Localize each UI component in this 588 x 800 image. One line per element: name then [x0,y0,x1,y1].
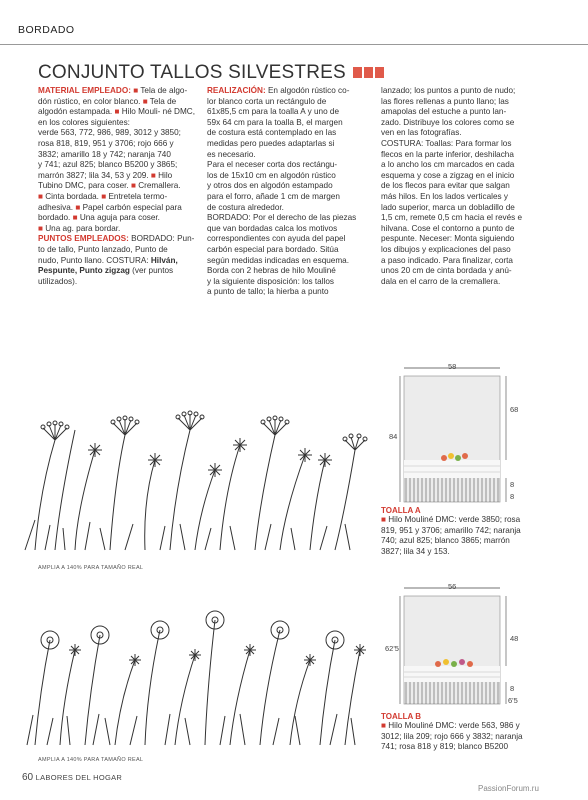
text-line: más hilos. En los lados verticales y [381,191,508,201]
towel-a-diagram [380,362,540,512]
text-line: Cremallera. [138,181,181,191]
text-line: COSTURA: Toallas: Para formar los [381,138,512,148]
text-line: Hilo Mouliné DMC: verde 3850; rosa [388,515,521,524]
towel-b-width: 56 [448,582,457,591]
watermark: PassionForum.ru [478,784,539,793]
towel-b-band [404,666,500,682]
text-line: adhesiva. [38,202,74,212]
text-line: de los flecos para evitar que salgan [381,181,510,191]
text-line: correspondientes con ayuda del papel [207,234,346,244]
sewing-column [381,86,551,287]
text-line: Pespunte, Punto zigzag [38,266,130,276]
text-line: y 741; azul 825; blanco B5200 y 3865; [38,160,178,170]
text-line: 61x85,5 cm para la toalla A y uno de [207,107,339,117]
realizacion-heading: REALIZACIÓN: [207,86,266,95]
text-line: Tela de algodón estampada. [38,96,177,117]
towel-a-title: TOALLA A [381,506,421,515]
instructions-column [207,86,372,298]
text-line: marrón 3827; lila 34, 53 y 209. [38,170,149,180]
text-line: y otros dos en algodón estampado [207,181,333,191]
text-line: Entretela termo- [108,191,168,201]
text-line: En algodón rústico co- [267,86,350,95]
text-line: utilizados). [38,276,78,286]
grass-bottom [27,714,355,745]
text-line: Para el neceser corta dos rectángu- [207,160,338,170]
text-line: to de tallo, Punto lanzado, Punto de [38,244,168,254]
towel-a-width: 58 [448,362,457,371]
text-line: COSTURA: [106,255,149,265]
text-line: y la siguiente disposición: los tallos [207,276,334,286]
towel-b-body [404,596,500,704]
text-line: los de 15x10 cm en algodón rústico [207,170,336,180]
text-line: Hilván, [150,255,178,265]
puntos-heading: PUNTOS EMPLEADOS: [38,234,129,244]
text-line: a paso indicado. Para finalizar, corta [381,255,513,265]
enlarge-caption-top: AMPLIA A 140% PARA TAMAÑO REAL [38,565,144,571]
text-line: de costura alrededor. [207,202,284,212]
text-line: ven en las fotografías. [381,128,462,138]
text-line: Hilo Mouliné DMC: verde 563, 986 y [388,721,520,730]
text-line: (ver puntos [132,266,174,276]
stems-top [35,430,355,550]
page-number: 60 [22,772,34,783]
embroidery-pattern-top [15,400,370,560]
text-line: rosa 818, 819, 951 y 3706; rojo 666 y [38,138,174,148]
text-line: 3012; lila 209; rojo 666 y 3832; naranja [381,731,523,741]
text-line: Borda con 2 hebras de hilo Mouliné [207,266,336,276]
materials-column: MATERIAL EMPLEADO: ■ Tela de algo- dón rústico, en color blanco. ■ Tela de algodón estampada. ■ Hilo Mouli- né DMC, en los colores siguientes: verde 563, 772, 986, 989, 3012 y 3850; rosa 818, 819, 951 y 3706; rojo 666 y 3832; amarillo 18 y 742; naranja 740 y 741; azul 825; blanco B5200 y 3865; marrón 3827; lila 34, 53 y 209. ■ Hilo Tubino DMC, para coser. ■ Cremallera. ■ Cinta bordada. ■ Entretela termo- adhesiva. ■ Papel carbón especial para bordado. ■ Una aguja para coser. ■ Una ag. para bordar. PUNTOS EMPLEADOS: BORDADO: Pun- to de tallo, Punto lanzado, Punto de nudo, Punto llano. COSTURA: Hilván, Pespunte, Punto zigzag (ver puntos utilizados). [38,86,198,287]
towel-b-diagram [380,582,540,712]
grass-top [25,520,350,550]
towel-b-h1: 8 [510,684,515,693]
text-line: esquema y cose a zigzag en el inicio [381,170,515,180]
text-line: verde 563, 772, 986, 989, 3012 y 3850; [38,128,181,138]
towel-b-info: TOALLA B ■ Hilo Mouliné DMC: verde 563, 986 y 3012; lila 209; rojo 666 y 3832; naranja 741; rosa 818 y 819; blanco B5200 [381,712,551,753]
text-line: las flores rellenas a punto llano; las [381,96,509,106]
text-line: bordado. [38,213,71,223]
towel-b-height-total: 62'5 [385,644,399,653]
text-line: carbón especial para bordado. Sitúa [207,244,339,254]
text-line: unos 20 cm de cinta bordada y anú- [381,266,512,276]
material-heading: MATERIAL EMPLEADO: [38,86,131,95]
towel-b-h2: 6'5 [508,696,518,705]
text-line: 740; azul 825; blanco 3865; marrón [381,536,510,546]
star-flowers-top [88,438,332,477]
text-line: de costura está contemplado en las [207,128,337,138]
text-line: flecos en la parte inferior, deshilacha [381,149,514,159]
umbel-flowers-top [41,411,367,450]
text-line: né DMC, en los colores siguientes: [38,107,195,127]
text-line: los dibujos y explicaciones del paso [381,244,511,254]
text-line: Hilo [158,170,173,180]
text-line: Hilo Mouli- [121,107,161,117]
spool-icon [364,67,373,78]
text-line: lanzado; los puntos a punto de nudo; [381,86,516,95]
towel-a-body [404,376,500,502]
towel-b-title: TOALLA B [381,712,421,721]
text-line: a punto de tallo; la hierba a punto [207,287,329,297]
text-line: Papel carbón especial para [82,202,182,212]
page-title-text: CONJUNTO TALLOS SILVESTRES [38,62,346,83]
enlarge-caption-bottom: AMPLIA A 140% PARA TAMAÑO REAL [38,757,144,763]
text-line: 3832; amarillo 18 y 742; naranja 740 [38,149,171,159]
text-line: Una ag. para bordar. [45,223,121,233]
page-title [38,62,384,84]
spool-icon [375,67,384,78]
towel-b-height-main: 48 [510,634,519,643]
text-line: 59x 64 cm para la toalla B, el margen [207,117,343,127]
text-line: 1,5 cm, remete 0,5 cm hacia el revés e [381,213,523,223]
text-line: Una aguja para coser. [79,213,160,223]
embroidery-pattern-bottom [15,590,370,755]
text-line: para el forro, añade 1 cm de margen [207,191,340,201]
text-line: dón rústico, en color blanco. [38,96,141,106]
small-flowers-bottom [69,644,366,666]
section-label: BORDADO [18,24,75,36]
towel-a-band [404,460,500,478]
text-line: medidas pero puedes adaptarlas si [207,138,335,148]
header-divider [0,44,588,45]
text-line: a lo ancho los cm marcados en cada [381,160,515,170]
text-line: Tela de algo- [140,86,188,95]
footer [22,772,122,783]
text-line: es necesario. [207,149,256,159]
stems-bottom [35,620,360,745]
text-line: BORDADO: Pun- [131,234,195,244]
text-line: según medidas indicadas en esquema. [207,255,350,265]
text-line: lado superior, marca un dobladillo de [381,202,515,212]
magazine-name: LABORES DEL HOGAR [35,773,123,782]
spool-icon [353,67,362,78]
text-line: Tubino DMC, para coser. [38,181,129,191]
towel-a-h1: 8 [510,480,515,489]
text-line: BORDADO: Por el derecho de las piezas [207,213,357,223]
text-line: amapolas del estuche a punto lan- [381,107,507,117]
text-line: 3827; lila 34 y 153. [381,546,450,556]
text-line: 741; rosa 818 y 819; blanco B5200 [381,742,509,752]
text-line: nudo, Punto llano. [38,255,105,265]
text-line: 819, 951 y 3706; amarillo 742; naranja [381,525,521,535]
text-line: que van bordadas calca los motivos [207,223,338,233]
towel-a-info: TOALLA A ■ Hilo Mouliné DMC: verde 3850; rosa 819, 951 y 3706; amarillo 742; naranja 740; azul 825; blanco 3865; marrón 3827; lila 34 y 153. [381,506,551,557]
towel-a-h2: 8 [510,492,515,501]
text-line: pespunte. Neceser: Monta siguiendo [381,234,515,244]
text-line: hilvana. Cose el contorno a punto de [381,223,515,233]
text-line: dala en el carro de la cremallera. [381,276,501,286]
towel-a-height-total: 84 [389,432,398,441]
text-line: zado. Distribuye los colores como se [381,117,515,127]
text-line: Cinta bordada. [45,191,99,201]
text-line: lor blanco corta un rectángulo de [207,96,327,106]
round-flowers-bottom [41,611,344,649]
towel-a-height-main: 68 [510,405,519,414]
